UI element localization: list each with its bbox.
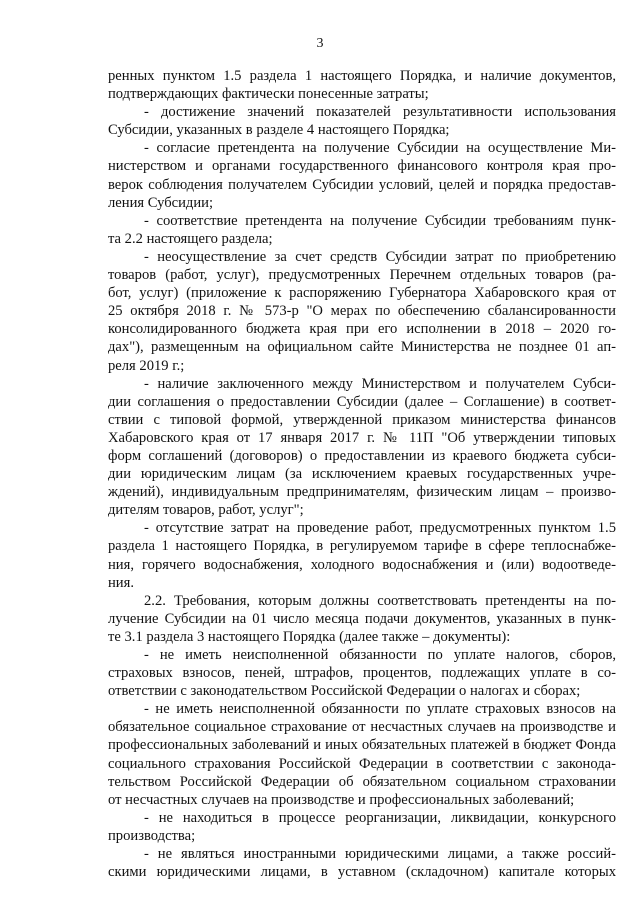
text-line: - не иметь неисполненной обязанности по уплате страховых взносов на — [144, 701, 616, 718]
text-line: страховых взносов, пеней, штрафов, процентов, подлежащих уплате в со- — [108, 665, 616, 682]
text-line: профессиональных заболеваний и иных обязательных платежей в бюджет Фонда — [108, 737, 616, 754]
text-line: - согласие претендента на получение Субсидии на осуществление Ми- — [144, 140, 616, 157]
text-line: производства; — [108, 827, 196, 844]
text-line: обязательное социальное страхование от несчастных случаев на производстве и — [108, 719, 616, 736]
text-line: те 3.1 раздела 3 настоящего Порядка (далее также – документы): — [108, 628, 511, 645]
text-line: - наличие заключенного между Министерством и получателем Субси- — [144, 375, 616, 392]
text-line: дителям товаров, работ, услуг"; — [108, 502, 304, 519]
text-line: ния. — [108, 574, 134, 591]
text-line: тельством Российской Федерации об обязательном социальном страховании — [108, 773, 616, 790]
text-line: та 2.2 настоящего раздела; — [108, 230, 273, 247]
text-line: - неосуществление за счет средств Субсидии затрат по приобретению — [144, 248, 616, 265]
text-line: ления Субсидии; — [108, 194, 214, 211]
text-line: консолидированного бюджета края при его исполнении в 2018 – 2020 го- — [108, 321, 616, 338]
text-line: ния, горячего водоснабжения, холодного водоснабжения и (или) водоотведе- — [108, 556, 616, 573]
text-line: ждений), индивидуальным предпринимателям, физическим лицам – произво- — [108, 484, 616, 501]
text-line: лучение Субсидии на 01 число месяца подачи документов, указанных в пунк- — [108, 610, 616, 627]
text-line: дах"), размещенным на официальном сайте Министерства не позднее 01 ап- — [108, 339, 616, 356]
body-text — [108, 67, 616, 881]
text-line: Хабаровского края от 17 января 2017 г. № 11П "Об утверждении типовых — [108, 429, 616, 446]
text-line: - не являться иностранными юридическими лицами, а также россий- — [144, 846, 616, 863]
text-line: Субсидии, указанных в разделе 4 настоящего Порядка; — [108, 122, 450, 139]
text-line: нистерством и органами государственного финансового контроля края про- — [108, 158, 616, 175]
text-line: форм соглашений (договоров) о предоставлении из краевого бюджета субси- — [108, 447, 616, 464]
text-line: верок соблюдения получателем Субсидии условий, целей и порядка предостав- — [108, 176, 616, 193]
text-line: ответствии с законодательством Российской Федерации о налогах и сборах; — [108, 683, 581, 700]
text-line: 2.2. Требования, которым должны соответствовать претенденты на по- — [144, 592, 616, 609]
text-line: социального страхования Российской Федерации в соответствии с законода- — [108, 755, 616, 772]
page-number: 3 — [316, 36, 324, 51]
text-line: ренных пунктом 1.5 раздела 1 настоящего Порядка, и наличие документов, — [108, 68, 616, 84]
text-line: - не находиться в процессе реорганизации, ликвидации, конкурсного — [144, 809, 616, 826]
text-line: подтверждающих фактически понесенные затраты; — [108, 86, 429, 103]
text-line: 25 октября 2018 г. № 573-р "О мерах по обеспечению сбалансированности — [108, 303, 616, 320]
text-line: дии юридическим лицам (за исключением краевых государственных учре- — [108, 466, 616, 483]
text-line: бот, услуг) (приложение к распоряжению Губернатора Хабаровского края от — [108, 285, 616, 302]
text-line: от несчастных случаев на производстве и профессиональных заболеваний; — [108, 791, 575, 808]
text-line: дии соглашения о предоставлении Субсидии (далее – Соглашение) в соответ- — [108, 393, 616, 410]
text-line: - соответствие претендента на получение Субсидии требованиям пунк- — [144, 212, 616, 229]
text-line: реля 2019 г.; — [108, 357, 185, 374]
text-line: ствии с типовой формой, утвержденной приказом министерства финансов — [108, 411, 616, 428]
text-line: товаров (работ, услуг), предусмотренных Перечнем отдельных товаров (ра- — [108, 267, 616, 284]
text-line: - отсутствие затрат на проведение работ, предусмотренных пунктом 1.5 — [144, 520, 616, 537]
text-line: - достижение значений показателей результативности использования — [144, 104, 616, 121]
text-line: - не иметь неисполненной обязанности по уплате налогов, сборов, — [144, 647, 616, 663]
text-line: раздела 1 настоящего Порядка, в регулируемом тарифе в сфере теплоснабже- — [108, 538, 616, 555]
text-line: скими юридическими лицами, в уставном (складочном) капитале которых — [108, 864, 616, 881]
